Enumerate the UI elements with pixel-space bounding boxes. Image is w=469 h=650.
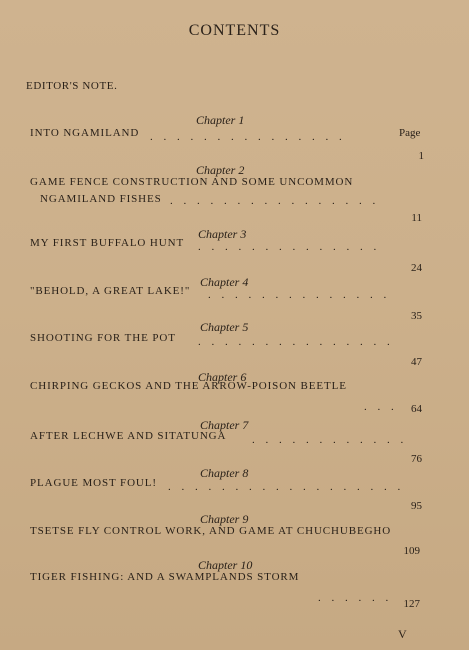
leader-dots: . . . . . . . . . . . . . . . [198, 336, 394, 348]
chapter-label: Chapter 8 [200, 466, 249, 480]
chapter-label: Chapter 4 [200, 275, 249, 289]
leader-dots: . . . . . . . . . . . . . . . . . . [168, 481, 405, 493]
page-number: 127 [403, 598, 420, 610]
chapter-label: Chapter 3 [198, 227, 247, 241]
page-title: CONTENTS [188, 22, 281, 39]
chapter-title: CHIRPING GECKOS AND THE ARROW-POISON BEETLE [30, 380, 347, 392]
chapter-label: Chapter 2 [196, 163, 245, 177]
chapter-title: PLAGUE MOST FOUL! [30, 477, 157, 489]
leader-dots: . . . . . . . . . . . . . . . . [170, 195, 380, 207]
leader-dots: . . . . . . . . . . . . . . [208, 289, 391, 301]
chapter-title-continued: NGAMILAND FISHES [40, 193, 162, 205]
page-number: 35 [411, 310, 422, 322]
chapter-label: Chapter 1 [196, 113, 245, 127]
page-number: 24 [411, 262, 422, 274]
chapter-title: SHOOTING FOR THE POT [30, 332, 176, 344]
chapter-title: TSETSE FLY CONTROL WORK, AND GAME AT CHUCHUBEGHO [30, 525, 392, 537]
page-number: 1 [418, 150, 424, 162]
page-number: 47 [411, 356, 422, 368]
page-number: 11 [411, 212, 422, 224]
chapter-title: INTO NGAMILAND [30, 127, 140, 139]
chapter-title: GAME FENCE CONSTRUCTION AND SOME UNCOMMON [30, 176, 354, 188]
editors-note-entry: EDITOR'S NOTE. [26, 80, 118, 92]
page-number: 76 [411, 453, 422, 465]
chapter-title: "BEHOLD, A GREAT LAKE!" [30, 285, 191, 297]
chapter-label: Chapter 5 [200, 320, 249, 334]
chapter-title: MY FIRST BUFFALO HUNT [30, 237, 185, 249]
leader-dots: . . . . . . . . . . . . . . . [150, 131, 346, 143]
leader-dots: . . . . . . [318, 592, 393, 604]
page-number: 95 [411, 500, 422, 512]
chapter-title: TIGER FISHING: AND A SWAMPLANDS STORM [30, 571, 300, 583]
leader-dots: . . . . . . . . . . . . . . [198, 241, 381, 253]
page-folio: V [398, 627, 407, 641]
leader-dots: . . . [364, 401, 398, 413]
leader-dots: . . . . . . . . . . . . [252, 434, 408, 446]
chapter-label: Chapter 9 [200, 512, 249, 526]
chapter-label: Chapter 6 [198, 370, 247, 384]
page-number: 64 [411, 403, 422, 415]
chapter-label: Chapter 10 [198, 558, 253, 572]
chapter-title: AFTER LECHWE AND SITATUNGA [30, 430, 227, 442]
page-number: 109 [403, 545, 420, 557]
page-column-header: Page [399, 127, 421, 139]
chapter-label: Chapter 7 [200, 418, 249, 432]
